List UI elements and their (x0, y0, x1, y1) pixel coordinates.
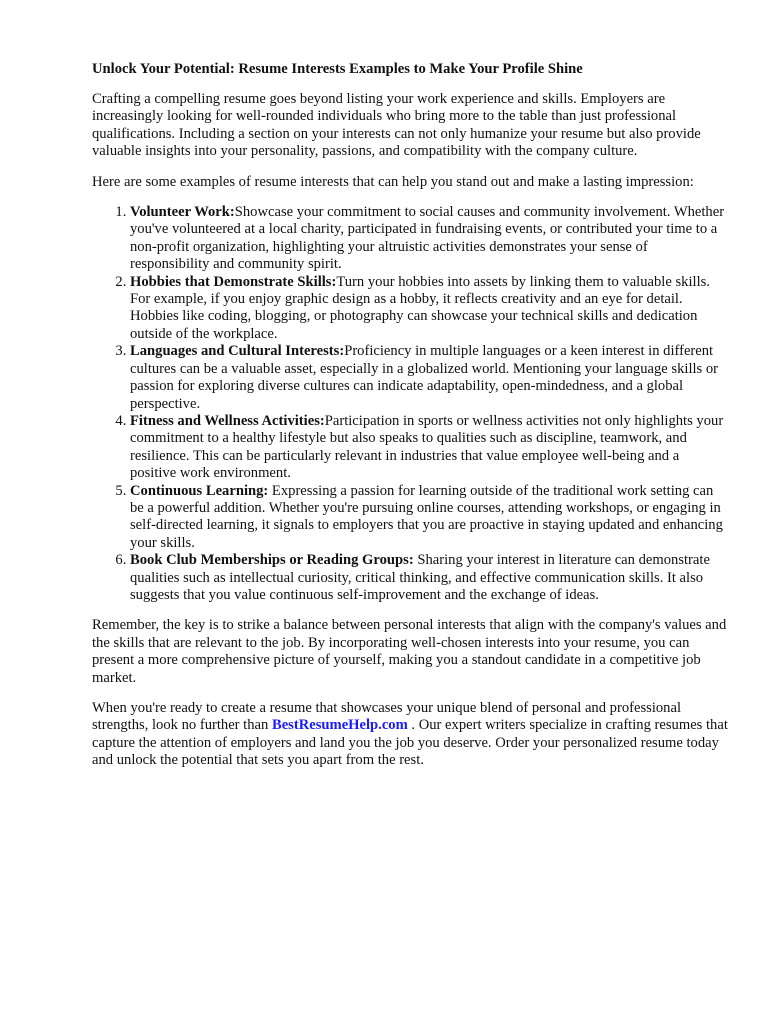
closing-text-after-link: . Our expert writers specialize in crafting resumes that capture the attention of employers and land you the job you deserve. Order your personalized resume today and unlock the potential that sets you apart from the rest. (92, 717, 728, 769)
list-item (130, 274, 728, 344)
list-item-heading: Continuous Learning: (130, 482, 269, 499)
interests-list (92, 204, 728, 604)
list-item-heading: Hobbies that Demonstrate Skills: (130, 273, 337, 290)
list-item (130, 204, 728, 274)
list-item (130, 413, 728, 483)
list-item-body: Proficiency in multiple languages or a keen interest in different cultures can be a valuable asset, especially in a globalized world. Mentioning your language skills or passion for exploring diverse cultures can indicate adaptability, open-mindedness, and a global perspective. (130, 343, 719, 412)
list-item (130, 343, 728, 413)
lead-in-paragraph: Here are some examples of resume interests that can help you stand out and make a lasting impression: (92, 173, 694, 190)
list-item-heading: Languages and Cultural Interests: (130, 343, 345, 360)
list-item-heading: Book Club Memberships or Reading Groups: (130, 552, 414, 569)
list-item-heading: Fitness and Wellness Activities: (130, 412, 325, 429)
document-page (92, 60, 728, 783)
list-item-body: Turn your hobbies into assets by linking them to valuable skills. For example, if you enjoy graphic design as a hobby, it reflects creativity and an eye for detail. Hobbies like coding, blogging, or photography can showcase your technical skills and dedication outside of the workplace. (130, 273, 710, 342)
closing-paragraph (92, 700, 728, 770)
bestresumehelp-link[interactable]: BestResumeHelp.com (271, 717, 408, 734)
list-item-body: Participation in sports or wellness activities not only highlights your commitment to a healthy lifestyle but also speaks to qualities such as discipline, teamwork, and resilience. This can be particularly relevant in industries that value employee well-being and a positive work environment. (130, 412, 724, 482)
closing-text-before-link: When you're ready to create a resume that showcases your unique blend of personal and professional strengths, look no further than (92, 700, 682, 734)
intro-paragraph: Crafting a compelling resume goes beyond listing your work experience and skills. Employers are increasingly looking for well-rounded individuals who bring more to the table than just professional qualifications. Including a section on your interests can not only humanize your resume but also provide valuable insights into your personality, passions, and compatibility with the company culture. (92, 91, 701, 160)
remember-paragraph: Remember, the key is to strike a balance between personal interests that align with the company's values and the skills that are relevant to the job. By incorporating well-chosen interests into your resume, you can present a more comprehensive picture of yourself, making you a standout candidate in a competitive job market. (92, 617, 727, 686)
list-item (130, 552, 728, 604)
list-item-body: Showcase your commitment to social causes and community involvement. Whether you've volunteered at a local charity, participated in fundraising events, or contributed your time to a non-profit organization, highlighting your altruistic activities demonstrates your sense of responsibility and community spirit. (130, 204, 725, 273)
list-item-heading: Volunteer Work: (130, 204, 235, 221)
list-item-body: Sharing your interest in literature can demonstrate qualities such as intellectual curiosity, critical thinking, and effective communication skills. It also suggests that you value continuous self-improvement and the exchange of ideas. (130, 552, 710, 603)
list-item (130, 483, 728, 553)
list-item-body: Expressing a passion for learning outside of the traditional work setting can be a powerful addition. Whether you're pursuing online courses, attending workshops, or engaging in self-directed learning, it signals to employers that you are proactive in staying updated and enhancing your skills. (130, 482, 723, 551)
page-title: Unlock Your Potential: Resume Interests Examples to Make Your Profile Shine (92, 61, 583, 77)
